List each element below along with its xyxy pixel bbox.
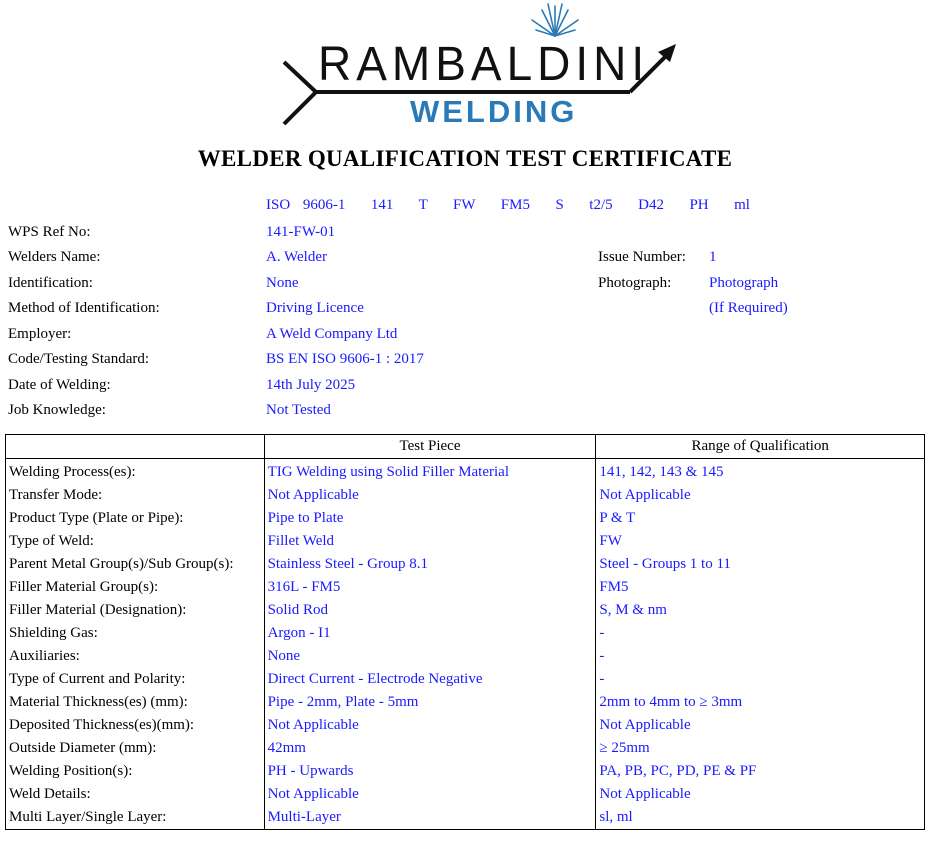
row-label: Auxiliaries: — [6, 645, 265, 668]
test-piece-value: Stainless Steel - Group 8.1 — [264, 553, 596, 576]
range-value: FW — [599, 533, 622, 549]
employer-label: Employer: — [8, 326, 72, 342]
issue-number-value: 1 — [709, 249, 717, 265]
date-of-welding-value: 14th July 2025 — [266, 377, 356, 393]
test-piece-value: 42mm — [264, 737, 596, 760]
standard-label: Code/Testing Standard: — [8, 351, 150, 367]
table-row — [6, 459, 925, 485]
range-value: - — [599, 625, 605, 641]
employer-value: A Weld Company Ltd — [266, 326, 398, 342]
test-piece-value: Pipe to Plate — [264, 507, 596, 530]
test-piece-value: Fillet Weld — [264, 530, 596, 553]
table-row — [6, 553, 925, 576]
table-row — [6, 760, 925, 783]
table-row — [6, 576, 925, 599]
range-value: P & T — [599, 510, 636, 526]
range-value: sl, ml — [599, 809, 633, 825]
range-value: 141, 142, 143 & 145 — [599, 464, 724, 480]
row-label: Product Type (Plate or Pipe): — [6, 507, 265, 530]
row-label: Welding Process(es): — [6, 459, 265, 485]
range-value: - — [599, 648, 605, 664]
table-row — [6, 507, 925, 530]
row-label: Transfer Mode: — [6, 484, 265, 507]
range-value: Not Applicable — [599, 717, 691, 733]
job-knowledge-value: Not Tested — [266, 402, 331, 418]
method-of-identification-value: Driving Licence — [266, 300, 364, 316]
test-piece-value: Not Applicable — [264, 714, 596, 737]
table-row — [6, 806, 925, 830]
table-row — [6, 783, 925, 806]
row-label: Outside Diameter (mm): — [6, 737, 265, 760]
standard-value: BS EN ISO 9606-1 : 2017 — [266, 351, 424, 367]
test-piece-value: Solid Rod — [264, 599, 596, 622]
table-row — [6, 668, 925, 691]
test-piece-value: Not Applicable — [264, 484, 596, 507]
header-blank — [6, 435, 265, 459]
job-knowledge-label: Job Knowledge: — [8, 402, 106, 418]
photograph-value: Photograph — [709, 275, 779, 291]
table-row — [6, 530, 925, 553]
row-label: Type of Weld: — [6, 530, 265, 553]
table-row — [6, 484, 925, 507]
range-value: Not Applicable — [599, 487, 691, 503]
range-value: FM5 — [599, 579, 629, 595]
date-of-welding-label: Date of Welding: — [8, 377, 111, 393]
table-row — [6, 622, 925, 645]
table-row — [6, 645, 925, 668]
photograph-note: (If Required) — [709, 300, 788, 316]
row-label: Weld Details: — [6, 783, 265, 806]
table-body — [6, 459, 925, 830]
test-piece-value: PH - Upwards — [264, 760, 596, 783]
test-piece-value: Direct Current - Electrode Negative — [264, 668, 596, 691]
logo-subtitle: WELDING — [410, 94, 578, 129]
test-piece-value: Multi-Layer — [264, 806, 596, 830]
table-header-row — [6, 435, 925, 459]
photograph-label: Photograph: — [598, 275, 672, 291]
range-value: ≥ 25mm — [599, 740, 650, 756]
welder-name-label: Welders Name: — [8, 249, 101, 265]
issue-number-label: Issue Number: — [598, 249, 686, 265]
table-row — [6, 691, 925, 714]
row-label: Shielding Gas: — [6, 622, 265, 645]
identification-label: Identification: — [8, 275, 93, 291]
range-value: S, M & nm — [599, 602, 667, 618]
qualification-table — [5, 434, 925, 830]
test-piece-value: Pipe - 2mm, Plate - 5mm — [264, 691, 596, 714]
certificate-title: WELDER QUALIFICATION TEST CERTIFICATE — [197, 146, 733, 171]
test-piece-value: Argon - I1 — [264, 622, 596, 645]
logo-name: RAMBALDINI — [318, 35, 650, 91]
row-label: Type of Current and Polarity: — [6, 668, 265, 691]
header-test-piece: Test Piece — [264, 435, 596, 459]
table-row — [6, 737, 925, 760]
identification-value: None — [266, 275, 299, 291]
iso-designation: ISO 9606-1 141 T FW FM5 S t2/5 D42 PH ml — [266, 197, 750, 213]
range-value: Steel - Groups 1 to 11 — [599, 556, 731, 572]
range-value: Not Applicable — [599, 786, 691, 802]
test-piece-value: Not Applicable — [264, 783, 596, 806]
range-value: 2mm to 4mm to ≥ 3mm — [599, 694, 743, 710]
method-of-identification-label: Method of Identification: — [8, 300, 160, 316]
test-piece-value: None — [264, 645, 596, 668]
row-label: Deposited Thickness(es)(mm): — [6, 714, 265, 737]
row-label: Filler Material (Designation): — [6, 599, 265, 622]
row-label: Filler Material Group(s): — [6, 576, 265, 599]
welder-name-value: A. Welder — [266, 249, 327, 265]
range-value: - — [599, 671, 605, 687]
table-row — [6, 599, 925, 622]
range-value: PA, PB, PC, PD, PE & PF — [599, 763, 757, 779]
wps-ref-label: WPS Ref No: — [8, 224, 91, 240]
header-range-of-qualification: Range of Qualification — [596, 435, 925, 459]
row-label: Parent Metal Group(s)/Sub Group(s): — [6, 553, 265, 576]
row-label: Material Thickness(es) (mm): — [6, 691, 265, 714]
row-label: Welding Position(s): — [6, 760, 265, 783]
test-piece-value: 316L - FM5 — [264, 576, 596, 599]
wps-ref-value: 141-FW-01 — [266, 224, 336, 240]
table-row — [6, 714, 925, 737]
test-piece-value: TIG Welding using Solid Filler Material — [264, 459, 596, 485]
row-label: Multi Layer/Single Layer: — [6, 806, 265, 830]
